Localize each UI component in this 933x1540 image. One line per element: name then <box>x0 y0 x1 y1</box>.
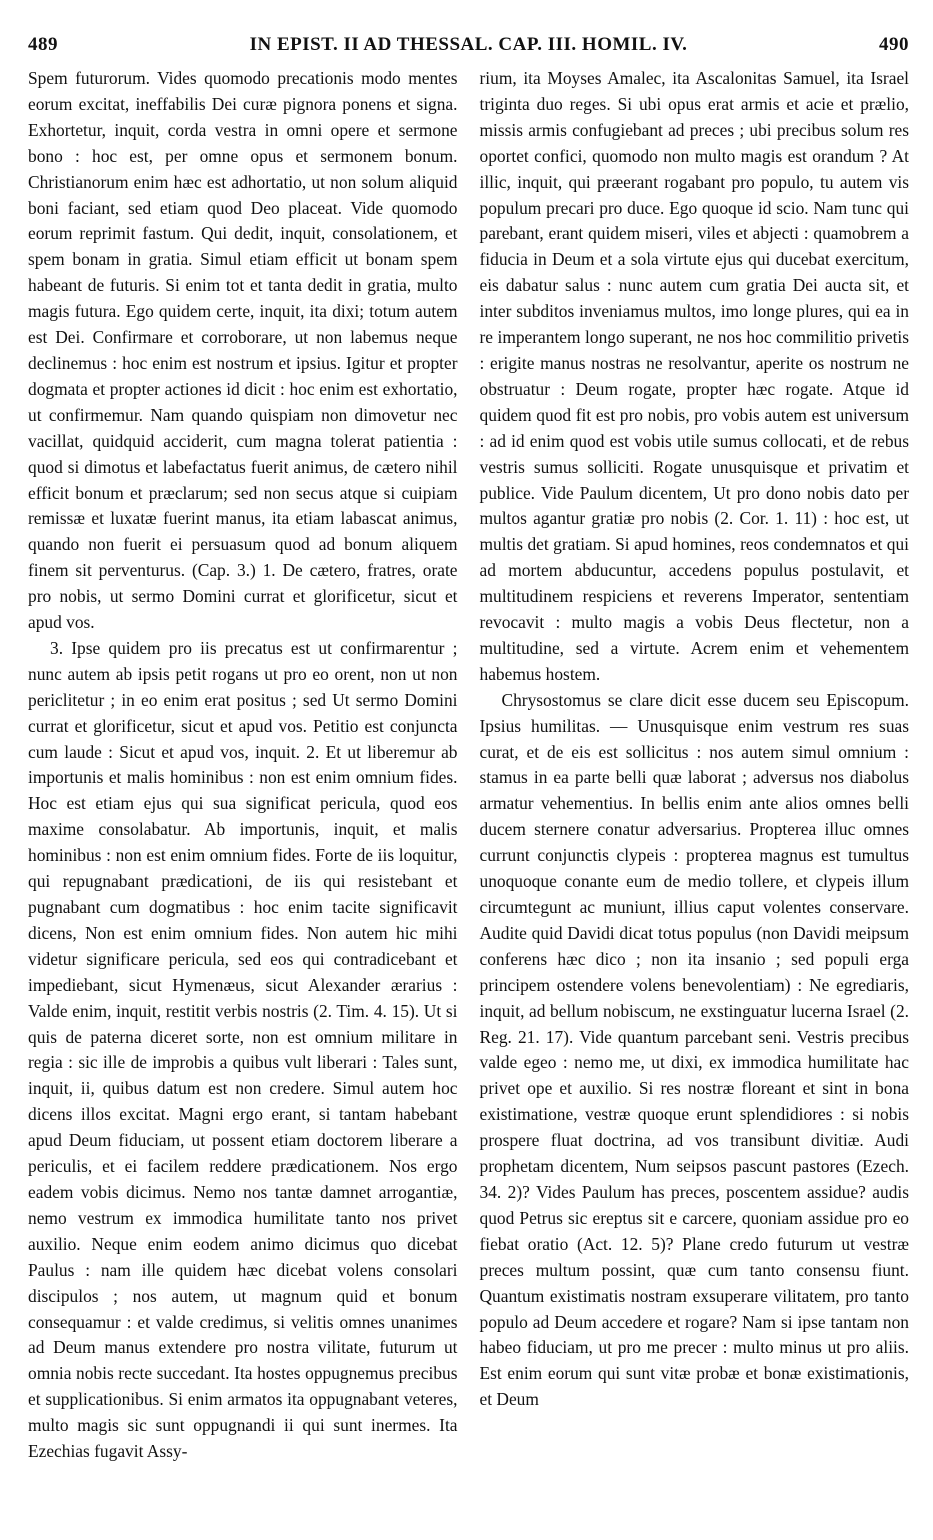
left-page-number: 489 <box>28 34 58 55</box>
running-title: IN EPIST. II AD THESSAL. CAP. III. HOMIL. IV. <box>249 34 688 55</box>
left-column <box>28 66 458 1465</box>
running-header <box>28 34 909 62</box>
paragraph: Chrysostomus se clare dicit esse ducem seu Episcopum. Ipsius humilitas. — Unusquisque enim vestrum res suas curat, et de eis est sollicitus : nos autem simul omnium : stamus in ea parte belli quæ laborat ; adversus nos diabolus armatur vehementius. In bellis enim ante alios omnes belli ducem sternere conatur adversarius. Propterea illuc omnes currunt conjunctis clypeis : propterea magnus est tumultus unoquoque conante eum de medio tollere, et clypeis illum circumtegunt ac muniunt, illius caput volentes conservare. Audite quid Davidi dicat totus populus (non Davidi meipsum conferens hæc dico ; non ita insanio ; sed populi erga principem ostendere volens benevolentiam) : Ne egrediaris, inquit, ad bellum nobiscum, ne exstinguatur lucerna Israel (2. Reg. 21. 17). Vide quantum parcebant seni. Vestris precibus valde egeo : nemo me, ut dixi, ex immodica humilitate hac privet ope et auxilio. Si res nostræ floreant et sint in bona existimatione, vestræ quoque erunt splendidiores : si nobis prospere fluat doctrina, ad vos transibunt divitiæ. Audi prophetam dicentem, Num seipsos pascunt pastores (Ezech. 34. 2)? Vides Paulum has preces, poscentem assidue? audis quod Petrus sic ereptus sit e carcere, quoniam assidue pro eo fiebat oratio (Act. 12. 5)? Plane credo futurum ut vestræ preces multum possint, quæ cum tanto consensu fiunt. Quantum existimatis nostram exsuperare vilitatem, pro tanto populo ad Deum accedere et rogare? Nam si ipse tantam non habeo fiduciam, ut pro me precer : multo minus ut pro aliis. Est enim eorum qui sunt vitæ probæ et bonæ existimationis, et Deum <box>479 689 909 1410</box>
paragraph: rium, ita Moyses Amalec, ita Ascalonitas Samuel, ita Israel triginta duo reges. Si ubi opus erat armis et acie et prælio, missis armis confugiebant ad preces ; ubi precibus solum res oportet confici, quomodo non multo magis est orandum ? At illic, inquit, qui præerant rogabant pro populo, tu autem vis populum precari pro duce. Ego quoque id scio. Nam tunc qui parebant, erant quidem miseri, viles et abjecti : quamobrem a fiducia in Deum et a sola virtute ejus qui ducebat exercitum, eis dabatur salus : nunc autem cum gratia Dei aucta sit, et inter subditos inveniamus multos, imo longe plures, qui ea in re imperantem longo superant, ne nos hoc commilitio privetis : erigite manus nostras ne resolvantur, aperite os nostrum ne obstruatur : Deum rogate, propter hæc rogate. Atque id quidem quod fit est pro nobis, pro vobis autem est universum : ad id enim quod est vobis utile sumus collocati, et de rebus vestris sumus solliciti. Rogate unusquisque et privatim et publice. Vide Paulum dicentem, Ut pro dono nobis dato per multos agantur gratiæ pro nobis (2. Cor. 1. 11) : hoc est, ut multis det gratiam. Si apud homines, reos condemnatos et qui ad mortem abducuntur, accedens populus postulavit, et multitudinem respiciens et reverens Imperator, sententiam revocavit : multo magis a vobis Deus flectetur, non a multitudine, sed a virtute. Acrem enim et vehementem habemus hostem. <box>479 68 909 684</box>
paragraph: 3. Ipse quidem pro iis precatus est ut confirmarentur ; nunc autem ab ipsis petit rogans ut pro eo orent, non ut non periclitetur ; in eo enim erat positus ; sed Ut sermo Domini currat et glorificetur, sicut et apud vos. Petitio est conjuncta cum laude : Sicut et apud vos, inquit. 2. Et ut liberemur ab importunis et malis hominibus : non est enim omnium fides. Hoc est etiam ejus qui sua significat pericula, quod eos maxime consolabatur. Ab importunis, inquit, et malis hominibus : non est enim omnium fides. Forte de iis loquitur, qui repugnabant prædicationi, de iis qui resistebant et pugnabant cum dogmatibus : hoc enim tacite significavit dicens, Non est enim omnium fides. Non autem hic mihi videtur significare pericula, sed eos qui contradicebant et impediebant, sicut Hymenæus, sicut Alexander ærarius : Valde enim, inquit, restitit verbis nostris (2. Tim. 4. 15). Ut si quis de paterna diceret sorte, non est omnium militare in regia : sic ille de improbis a quibus vult liberari : Tales sunt, inquit, ii, quibus datum est non credere. Simul autem hoc dicens illos excitat. Magni ergo erant, si tantam habebant apud Deum fiduciam, ut possent etiam doctorem liberare a periculis, et ei facilem reddere prædicationem. Nos ergo eadem vobis dicimus. Nemo nos tantæ damnet arrogantiæ, nemo vestrum ex immodica humilitate tanto nos privet auxilio. Neque enim eodem animo dicimus quo dicebat Paulus : nam ille quidem hæc dicebat volens consolari discipulos ; nos autem, ut magnum quid et bonum consequamur : et valde credimus, si velitis omnes unanimes ad Deum manus extendere pro nostra vilitate, futurum ut omnia nobis recte succedant. Ita hostes oppugnemus precibus et supplicationibus. Si enim armatos ita oppugnabant veteres, multo magis sic sunt oppugnandi ii qui sunt inermes. Ita Ezechias fugavit Assy- <box>28 637 458 1462</box>
right-column <box>480 66 910 1465</box>
paragraph: Spem futurorum. Vides quomodo precationis modo mentes eorum excitat, ineffabilis Dei curæ pignora ponens et signa. Exhortetur, inquit, corda vestra in omni opere et sermone bono : hoc est, per omne opus et sermonem bonum. Christianorum enim hæc est adhortatio, ut non solum aliquid boni faciant, sed etiam quod Deo placeat. Vide quomodo eorum reprimit fastum. Qui dedit, inquit, consolationem, et spem bonam in gratia. Simul etiam efficit ut bonam spem habeant de futuris. Si enim tot et tanta dedit in gratia, multo magis futura. Ego quidem certe, inquit, ita dixi; totum autem est Dei. Confirmare et corroborare, ut non labemus neque declinemus : hoc enim est nostrum et ipsius. Igitur et propter dogmata et propter actiones id dicit : hoc enim est exhortatio, ut confirmemur. Nam quando quispiam non dimovetur nec vacillat, quidquid acciderit, cum magna tolerat patientia : quod si dimotus et labefactatus fuerit animus, de cætero nihil efficit bonum et præclarum; sed non secus atque si cuipiam remissæ et luxatæ fuerint manus, ita etiam labascat animus, quando non fuerit ei persuasum quod ad bonum aliquem finem sit perventurus. (Cap. 3.) 1. De cætero, fratres, orate pro nobis, ut sermo Domini currat et glorificetur, sicut et apud vos. <box>28 68 458 633</box>
text-columns <box>28 66 909 1465</box>
right-page-number: 490 <box>879 34 909 55</box>
